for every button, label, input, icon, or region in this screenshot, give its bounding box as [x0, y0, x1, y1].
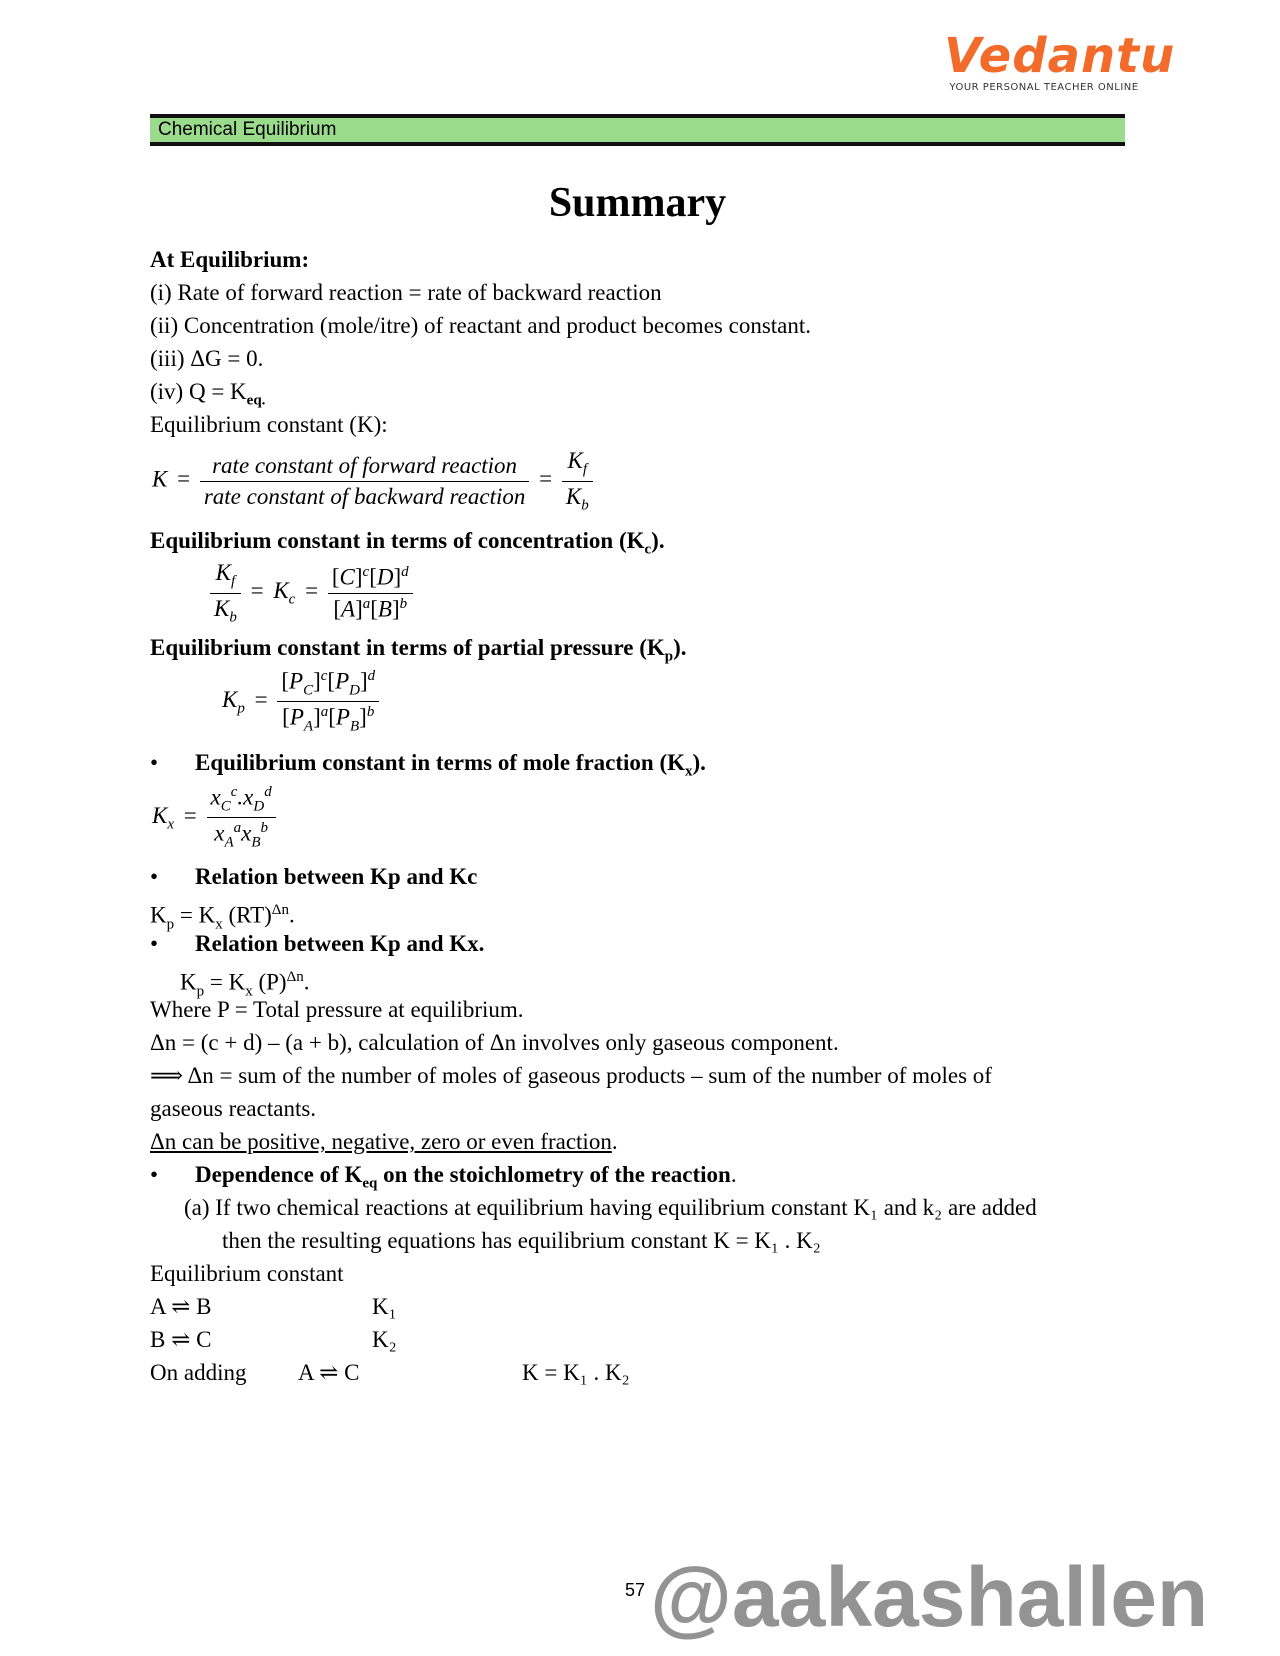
mole-denominator: $x_A^ax_B^b$ [214, 820, 268, 851]
rel1-heading: Relation between Kp and Kc [195, 864, 478, 889]
rel2-heading: Relation between Kp and Kx. [195, 931, 485, 956]
rel1-tail: (RT) [222, 902, 272, 928]
eq-constant-label-2: Equilibrium constant [150, 1261, 344, 1286]
kf-kb-fraction [562, 448, 593, 514]
kx-heading [195, 748, 706, 787]
rel2-tail: (P) [252, 969, 287, 995]
kx-heading-end: ). [692, 750, 706, 775]
rel2-sub-p: p [196, 983, 205, 1000]
kf-sub: f [582, 461, 588, 478]
equals-sign-4: = [305, 578, 319, 604]
rel2-sub-x: x [245, 983, 253, 1000]
kf-symbol: K [567, 448, 583, 473]
kc-symbol: $K_c$ [273, 578, 296, 608]
equals-sign-2: = [539, 466, 553, 492]
dep-heading-rest: on the stoichlometry of the reaction [377, 1162, 731, 1187]
kc-heading-end: ). [651, 528, 665, 553]
kc-heading [150, 526, 665, 565]
equals-sign-6: = [183, 803, 197, 829]
kp-equation [222, 668, 379, 736]
watermark: @aakashallen [650, 1550, 1209, 1644]
reaction-1-k: K₁ [372, 1294, 397, 1319]
kx-symbol: $K_x$ [152, 803, 175, 833]
equals-sign-5: = [254, 687, 268, 713]
k-symbol: K [152, 466, 168, 492]
logo-wordmark: Vedantu [944, 28, 1176, 84]
chapter-title: Chemical Equilibrium [158, 119, 337, 140]
equals-sign-3: = [250, 578, 264, 604]
pressure-denominator: $[P_A]^a[P_B]^b$ [282, 704, 375, 735]
reaction-1: A ⇌ B [150, 1294, 212, 1319]
reaction-sum-k: K = K₁ . K₂ [522, 1360, 630, 1385]
eq-point-4-text: (iv) Q = K [150, 379, 247, 404]
rel1-sub-x: x [215, 916, 223, 933]
kc-heading-text: Equilibrium constant in terms of concentration (K [150, 528, 645, 553]
note-delta-n-def-2: gaseous reactants. [150, 1096, 317, 1121]
bullet-kx: • [150, 750, 159, 775]
chapter-header-bar [150, 114, 1125, 146]
kc-heading-sub: c [644, 541, 652, 558]
kb-2: $K_b$ [214, 595, 237, 626]
kf-kb-fraction-2 [210, 560, 241, 626]
rel1-sub-p: p [166, 916, 175, 933]
dep-point-a-line2: then the resulting equations has equilibrium constant K = K₁ . K₂ [222, 1228, 821, 1253]
rel1-end: . [288, 902, 295, 928]
page-title: Summary [548, 180, 727, 226]
dep-point-a-line1: (a) If two chemical reactions at equilibrium having equilibrium constant K₁ and k₂ are added [184, 1195, 1037, 1220]
eq-point-3: (iii) ΔG = 0. [150, 346, 264, 371]
kp-heading-end: ). [673, 635, 687, 660]
kx-heading-sub: x [685, 763, 693, 780]
logo-tagline: YOUR PERSONAL TEACHER ONLINE [949, 82, 1139, 93]
rel1-mid: = K [174, 902, 216, 928]
kp-heading-sub: p [664, 648, 674, 665]
eq-point-2: (ii) Concentration (mole/itre) of reactant and product becomes constant. [150, 313, 812, 338]
k-definition-equation [152, 448, 593, 514]
bullet-rel1: • [150, 864, 159, 889]
rel2-sup: Δn [286, 969, 304, 985]
rate-fraction-numerator: rate constant of forward reaction [200, 453, 530, 482]
kb-symbol: K [565, 483, 582, 509]
kp-symbol: $K_p$ [222, 687, 245, 717]
page-number: 57 [625, 1580, 646, 1600]
kb-sub: b [581, 497, 589, 514]
rate-fraction [200, 453, 530, 510]
rel1-sup: Δn [271, 902, 289, 918]
kc-equation [210, 560, 413, 626]
note-delta-n-sign-text: Δn can be positive, negative, zero or even fraction [150, 1129, 612, 1154]
pressure-numerator: $[P_C]^c[P_D]^d$ [277, 668, 379, 702]
dep-heading-end: . [730, 1162, 737, 1187]
rel2-k: K [180, 969, 197, 995]
kp-heading [150, 633, 687, 672]
eq-point-4-sub: eq. [246, 392, 266, 409]
mole-fraction [207, 784, 276, 852]
note-total-pressure: Where P = Total pressure at equilibrium. [150, 997, 524, 1022]
equals-sign: = [177, 466, 191, 492]
kx-equation [152, 784, 276, 852]
note-delta-n: Δn = (c + d) – (a + b), calculation of Δn involves only gaseous component. [150, 1030, 839, 1055]
reaction-2-k: K₂ [372, 1327, 397, 1352]
dep-heading-text: Dependence of K [195, 1162, 363, 1187]
dep-heading-sub: eq [362, 1175, 378, 1192]
eq-point-1: (i) Rate of forward reaction = rate of backward reaction [150, 280, 662, 305]
rel2-end: . [303, 969, 310, 995]
kf [562, 448, 593, 482]
rate-fraction-denominator: rate constant of backward reaction [203, 483, 526, 509]
note-delta-n-def-1: ⟹ Δn = sum of the number of moles of gaseous products – sum of the number of moles of [150, 1063, 992, 1088]
kf-2: $K_f$ [210, 560, 241, 594]
on-adding-label: On adding [150, 1360, 247, 1385]
reaction-2: B ⇌ C [150, 1327, 212, 1352]
rel1-k: K [150, 902, 167, 928]
mole-numerator: $x_C^c.x_D^d$ [207, 784, 276, 818]
pressure-fraction [277, 668, 379, 736]
kb [562, 482, 593, 515]
concentration-numerator: $[C]^c[D]^d$ [328, 564, 413, 594]
kp-heading-text: Equilibrium constant in terms of partial pressure (K [150, 635, 665, 660]
concentration-denominator: $[A]^a[B]^b$ [333, 595, 408, 622]
note-delta-n-sign-end: . [611, 1129, 618, 1154]
concentration-fraction [328, 564, 413, 622]
at-equilibrium-heading: At Equilibrium: [150, 247, 310, 272]
note-delta-n-sign [150, 1127, 618, 1157]
bullet-rel2: • [150, 931, 159, 956]
rel2-mid: = K [204, 969, 246, 995]
kx-heading-text: Equilibrium constant in terms of mole fraction (K [195, 750, 685, 775]
reaction-sum: A ⇌ C [298, 1360, 360, 1385]
eq-constant-label: Equilibrium constant (K): [150, 412, 388, 437]
bullet-dep: • [150, 1162, 159, 1187]
vedantu-logo [944, 28, 1176, 93]
